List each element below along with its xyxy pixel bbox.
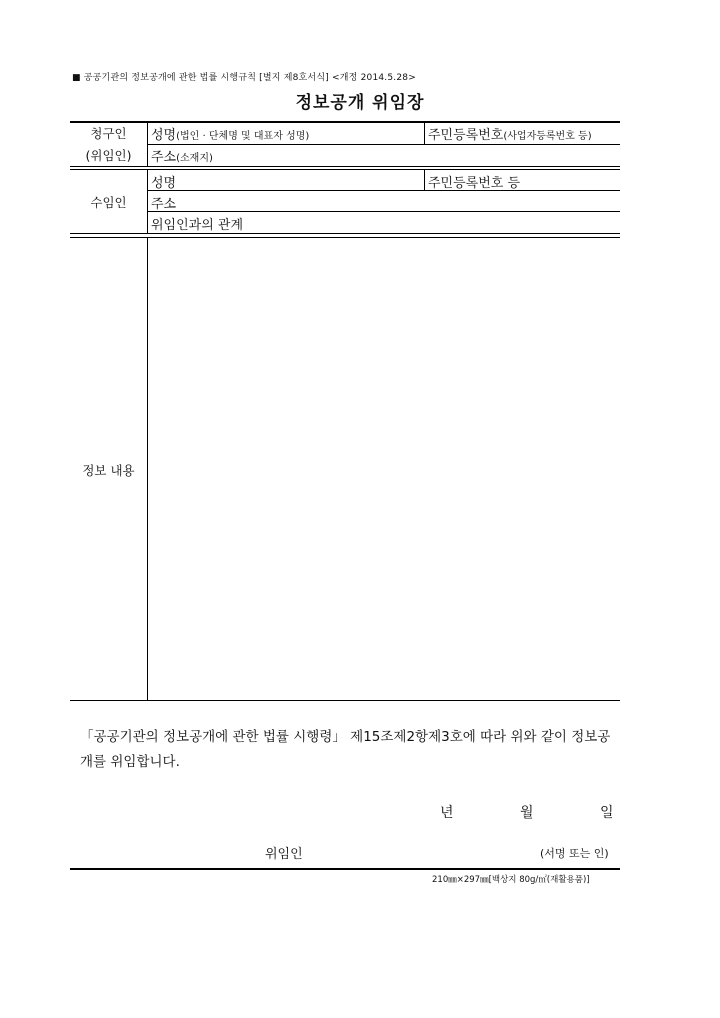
signature-note[interactable]: (서명 또는 인) bbox=[540, 847, 609, 860]
delegate-bottom-border bbox=[70, 233, 620, 234]
delegate-label-divider bbox=[147, 169, 148, 233]
date-day: 일 bbox=[600, 805, 614, 821]
delegate-row-divider-1 bbox=[147, 190, 620, 191]
paper-spec: 210㎜×297㎜[백상지 80g/㎡(재활용품)] bbox=[432, 875, 590, 885]
signature-label: 위임인 bbox=[265, 847, 303, 862]
claimant-bottom-border bbox=[70, 166, 620, 167]
date-month: 월 bbox=[520, 805, 534, 821]
delegate-name-field[interactable]: 성명 bbox=[151, 176, 177, 191]
delegate-top-border bbox=[70, 169, 620, 170]
delegate-name-rrn-divider bbox=[424, 169, 425, 190]
claimant-rrn-field[interactable] bbox=[428, 124, 592, 143]
claimant-address-label: 주소 bbox=[151, 150, 177, 165]
delegate-rrn-field[interactable]: 주민등록번호 등 bbox=[428, 176, 521, 191]
form-reference: ■ 공공기관의 정보공개에 관한 법률 시행규칙 [별지 제8호서식] <개정 2014.5.28> bbox=[72, 73, 416, 83]
claimant-address-field[interactable] bbox=[151, 146, 213, 165]
info-content-area[interactable] bbox=[148, 238, 620, 700]
info-bottom-border bbox=[70, 700, 620, 701]
claimant-name-label: 성명 bbox=[151, 128, 177, 143]
declaration-text: 「공공기관의 정보공개에 관한 법률 시행령」 제15조제2항제3호에 따라 위와 같이 정보공개를 위임합니다. bbox=[80, 729, 611, 770]
bottom-rule bbox=[70, 868, 620, 870]
document-title: 정보공개 위임장 bbox=[295, 93, 425, 113]
delegate-label: 수임인 bbox=[90, 195, 127, 210]
claimant-row-divider bbox=[147, 144, 620, 145]
claimant-name-rrn-divider bbox=[424, 121, 425, 144]
delegate-address-field[interactable]: 주소 bbox=[151, 197, 177, 212]
delegate-relation-field[interactable]: 위임인과의 관계 bbox=[151, 218, 244, 233]
date-year: 년 bbox=[440, 805, 454, 821]
delegate-row-divider-2 bbox=[147, 211, 620, 212]
claimant-rrn-label: 주민등록번호 bbox=[428, 128, 504, 143]
delegator-label: (위임인) bbox=[85, 148, 132, 163]
claimant-rrn-note: (사업자등록번호 등) bbox=[503, 131, 592, 142]
claimant-label: 청구인 bbox=[90, 126, 127, 141]
info-label: 정보 내용 bbox=[82, 463, 135, 478]
claimant-name-note: (법인 · 단체명 및 대표자 성명) bbox=[176, 131, 310, 142]
claimant-address-note: (소재지) bbox=[176, 153, 213, 164]
claimant-name-field[interactable] bbox=[151, 124, 309, 143]
table-top-border bbox=[70, 121, 620, 123]
claimant-label-divider bbox=[147, 121, 148, 166]
